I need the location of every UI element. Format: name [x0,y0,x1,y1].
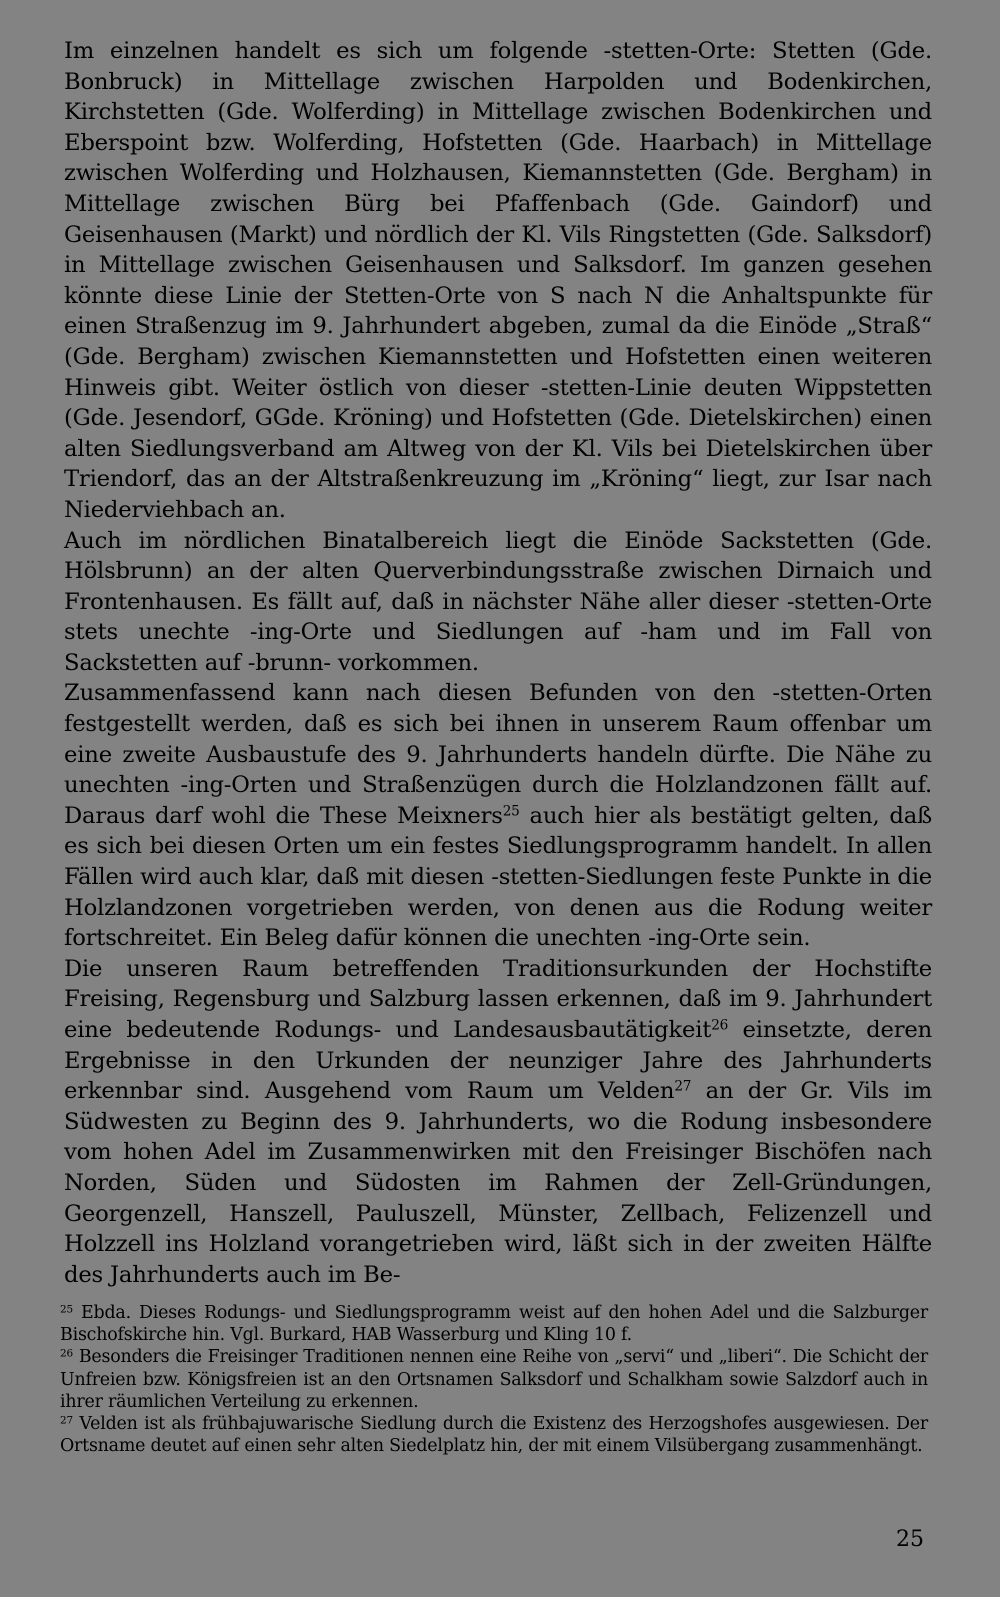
paragraph-3 [64,678,932,953]
paragraph-4 [64,954,932,1291]
footnote-25 [60,1302,928,1346]
footnote-text: Ebda. Dieses Rodungs- und Siedlungsprogramm weist auf den hohen Adel und die Salzburger Bischofskirche hin. Vgl. Burkard, HAB Wasserburg und Kling 10 f. [60,1303,928,1346]
main-text [64,36,932,1290]
paragraph-1: Im einzelnen handelt es sich um folgende -stetten-Orte: Stetten (Gde. Bonbruck) in Mittellage zwischen Harpolden und Bodenkirchen, Kirchstetten (Gde. Wolferding) in Mittellage zwischen Bodenkirchen und Eberspoint bzw. Wolferding, Hofstetten (Gde. Haarbach) in Mittellage zwischen Wolferding und Holzhausen, Kiemannstetten (Gde. Bergham) in Mittellage zwischen Bürg bei Pfaffenbach (Gde. Gaindorf) und Geisenhausen (Markt) und nördlich der Kl. Vils Ringstetten (Gde. Salksdorf) in Mittellage zwischen Geisenhausen und Salksdorf. Im ganzen gesehen könnte diese Linie der Stetten-Orte von S nach N die Anhaltspunkte für einen Straßenzug im 9. Jahrhundert abgeben, zumal da die Einöde „Straß“ (Gde. Bergham) zwischen Kiemannstetten und Hofstetten einen weiteren Hinweis gibt. Weiter östlich von dieser -stetten-Linie deuten Wippstetten (Gde. Jesendorf, GGde. Kröning) und Hofstetten (Gde. Dietelskirchen) einen alten Siedlungsverband am Altweg von der Kl. Vils bei Dietelskirchen über Triendorf, das an der Altstraßenkreuzung im „Kröning“ liegt, zur Isar nach Niederviehbach an. [64,38,932,523]
footnote-ref-26: 26 [711,1017,729,1034]
paragraph-4-text-c: an der Gr. Vils im Südwesten zu Beginn des 9. Jahrhunderts, wo die Rodung insbesondere vom hohen Adel im Zusammenwirken mit den Freisinger Bischöfen nach Norden, Süden und Südosten im Rahmen der Zell-Gründungen, Georgenzell, Hanszell, Pauluszell, Münster, Zellbach, Felizenzell und Holzzell ins Holzland vorangetrieben wird, läßt sich in der zweiten Hälfte des Jahrhunderts auch im Be- [64,1078,933,1288]
paragraph-3-text-a: Zusammenfassend kann nach diesen Befunden von den -stetten-Orten festgestellt werden, daß es sich bei ihnen in unserem Raum offenbar um eine zweite Ausbaustufe des 9. Jahrhunderts handeln dürfte. Die Nähe zu unechten -ing-Orten und Straßenzügen durch die Holzlandzonen fällt auf. Daraus darf wohl die These Meixners [64,680,932,829]
paragraph-3-text-b: auch hier als bestätigt gelten, daß es sich bei diesen Orten um ein festes Siedlungsprogramm handelt. In allen Fällen wird auch klar, daß mit diesen -stetten-Siedlungen feste Punkte in die Holzlandzonen vorgetrieben werden, von denen aus die Rodung weiter fortschreitet. Ein Beleg dafür können die unechten -ing-Orte sein. [64,802,932,952]
footnote-26 [60,1346,928,1413]
paragraph-4-text-a: Die unseren Raum betreffenden Traditionsurkunden der Hochstifte Freising, Regensburg und Salzburg lassen erkennen, daß im 9. Jahrhundert eine bedeutende Rodungs- und Landesausbautätigkeit [64,955,932,1043]
footnote-number: 27 [60,1414,73,1427]
footnotes [60,1302,928,1457]
footnote-27 [60,1413,928,1457]
paragraph-4-text-b: einsetzte, deren Ergebnisse in den Urkunden der neunziger Jahre des Jahrhunderts erkennbar sind. Ausgehend vom Raum um Velden [64,1017,933,1105]
page-number: 25 [896,1527,924,1552]
footnote-ref-25: 25 [502,803,520,820]
footnote-number: 25 [60,1303,73,1316]
footnote-number: 26 [60,1347,73,1360]
paragraph-2: Auch im nördlichen Binatalbereich liegt die Einöde Sackstetten (Gde. Hölsbrunn) an der alten Querverbindungsstraße zwischen Dirnaich und Frontenhausen. Es fällt auf, daß in nächster Nähe aller dieser -stetten-Orte stets unechte -ing-Orte und Siedlungen auf -ham und im Fall von Sackstetten auf -brunn- vorkommen. [64,527,932,676]
footnote-text: Velden ist als frühbajuwarische Siedlung durch die Existenz des Herzogshofes ausgewiesen. Der Ortsname deutet auf einen sehr alten Siedelplatz hin, der mit einem Vilsübergang zusammenhängt. [60,1414,928,1457]
footnote-ref-27: 27 [674,1078,692,1095]
footnote-text: Besonders die Freisinger Traditionen nennen eine Reihe von „servi“ und „liberi“. Die Schicht der Unfreien bzw. Königsfreien ist an den Ortsnamen Salksdorf und Schalkham sowie Salzdorf auch in ihrer räumlichen Verteilung zu erkennen. [60,1347,928,1412]
